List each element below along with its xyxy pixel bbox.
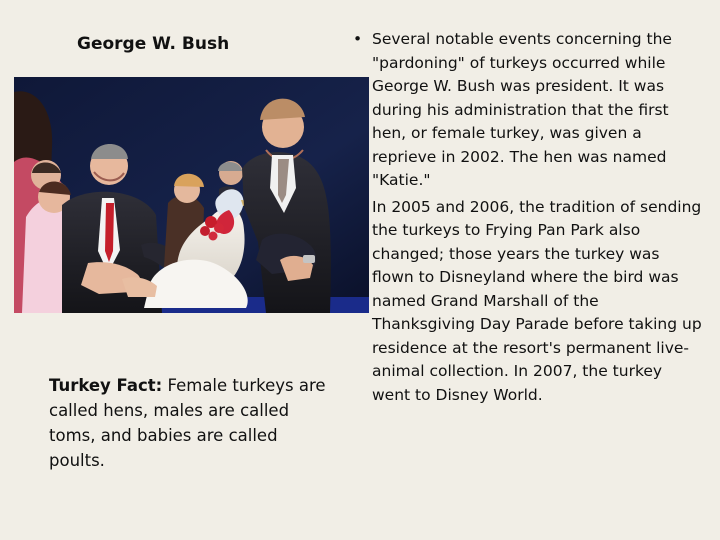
bullet-list bbox=[353, 28, 703, 407]
turkey-fact bbox=[49, 373, 334, 473]
bullet-continuation-text: In 2005 and 2006, the tradition of sending the turkeys to Frying Pan Park also changed; those years the turkey was flown to Disneyland where the bird was named Grand Marshall of the Thanksgiving Day Parade before taking up residence at the resort's permanent live-animal collection. In 2007, the turkey went to Disney World. bbox=[372, 197, 702, 404]
turkey-pardon-photo bbox=[14, 77, 369, 313]
bullet-item-text: Several notable events concerning the "pardoning" of turkeys occurred while George W. Bush was president. It was during his administration that the first hen, or female turkey, was given a reprieve in 2002. The hen was named "Katie." bbox=[372, 30, 672, 189]
turkey-fact-text: Female turkeys are called hens, males are called toms, and babies are called poults. bbox=[49, 376, 326, 470]
turkey-fact-label: Turkey Fact: bbox=[49, 376, 163, 395]
bullet-continuation bbox=[353, 196, 703, 408]
bullet-dot-icon: • bbox=[353, 30, 363, 48]
photo-title: George W. Bush bbox=[77, 34, 230, 54]
photo bbox=[14, 77, 369, 313]
bullet-item bbox=[353, 28, 703, 193]
